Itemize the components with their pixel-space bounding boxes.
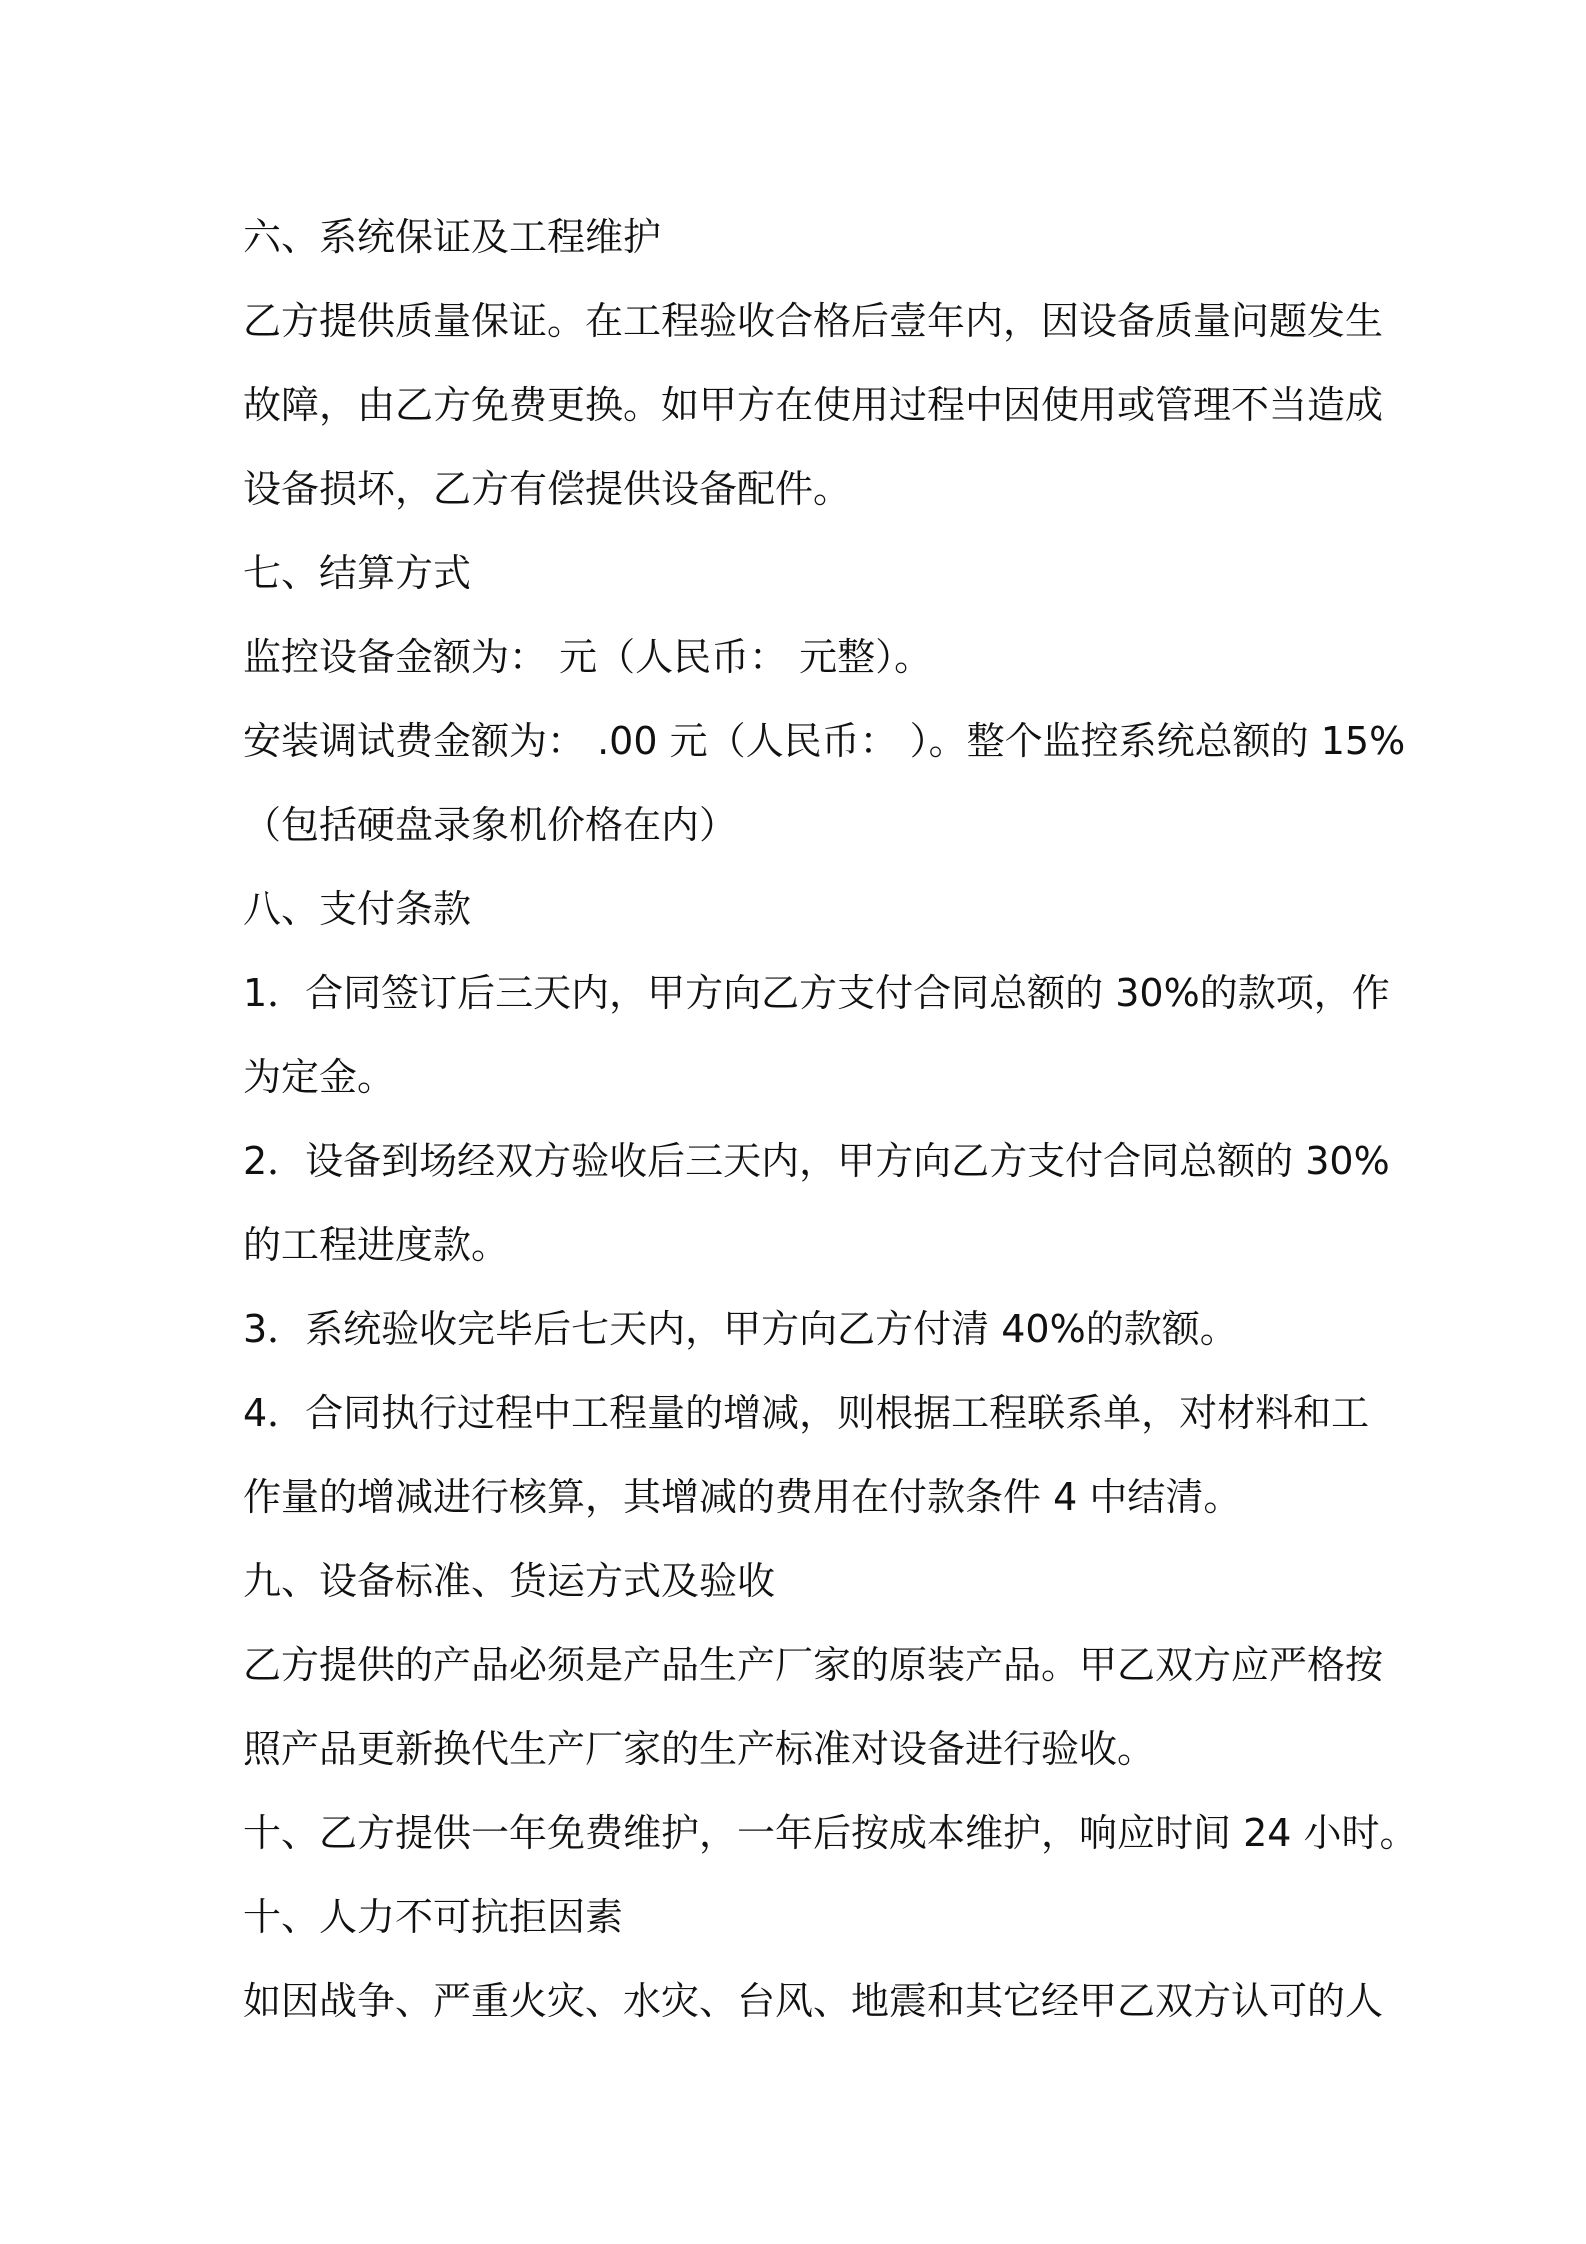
- section-heading-settlement: 七、结算方式: [243, 551, 472, 595]
- paragraph-line: 乙方提供的产品必须是产品生产厂家的原装产品。甲乙双方应严格按: [243, 1643, 1384, 1687]
- section-heading-standards: 九、设备标准、货运方式及验收: [243, 1559, 776, 1603]
- paragraph-line: 安装调试费金额为： .00 元（人民币： ）。整个监控系统总额的 15%: [243, 719, 1406, 763]
- payment-clause-line: 2．设备到场经双方验收后三天内，甲方向乙方支付合同总额的 30%: [243, 1139, 1390, 1183]
- payment-clause-line: 的工程进度款。: [243, 1223, 510, 1267]
- section-heading-maintenance: 十、乙方提供一年免费维护，一年后按成本维护，响应时间 24 小时。: [243, 1811, 1418, 1855]
- section-heading-payment: 八、支付条款: [243, 887, 472, 931]
- section-heading-force-majeure: 十、人力不可抗拒因素: [243, 1895, 624, 1939]
- payment-clause-line: 3．系统验收完毕后七天内，甲方向乙方付清 40%的款额。: [243, 1307, 1238, 1351]
- paragraph-line: 乙方提供质量保证。在工程验收合格后壹年内，因设备质量问题发生: [243, 299, 1384, 343]
- paragraph-line: 照产品更新换代生产厂家的生产标准对设备进行验收。: [243, 1727, 1156, 1771]
- section-heading-warranty: 六、系统保证及工程维护: [243, 215, 662, 259]
- paragraph-line: （包括硬盘录象机价格在内）: [243, 803, 738, 847]
- paragraph-line: 故障，由乙方免费更换。如甲方在使用过程中因使用或管理不当造成: [243, 383, 1384, 427]
- paragraph-line: 如因战争、严重火灾、水灾、台风、地震和其它经甲乙双方认可的人: [243, 1979, 1384, 2023]
- document-body: [243, 195, 1418, 2043]
- payment-clause-line: 作量的增减进行核算，其增减的费用在付款条件 4 中结清。: [243, 1475, 1242, 1519]
- paragraph-line: 设备损坏，乙方有偿提供设备配件。: [243, 467, 852, 511]
- payment-clause-line: 4．合同执行过程中工程量的增减，则根据工程联系单，对材料和工: [243, 1391, 1370, 1435]
- payment-clause-line: 1．合同签订后三天内，甲方向乙方支付合同总额的 30%的款项，作: [243, 971, 1390, 1015]
- paragraph-line: 监控设备金额为： 元（人民币： 元整）。: [243, 635, 933, 679]
- payment-clause-line: 为定金。: [243, 1055, 396, 1099]
